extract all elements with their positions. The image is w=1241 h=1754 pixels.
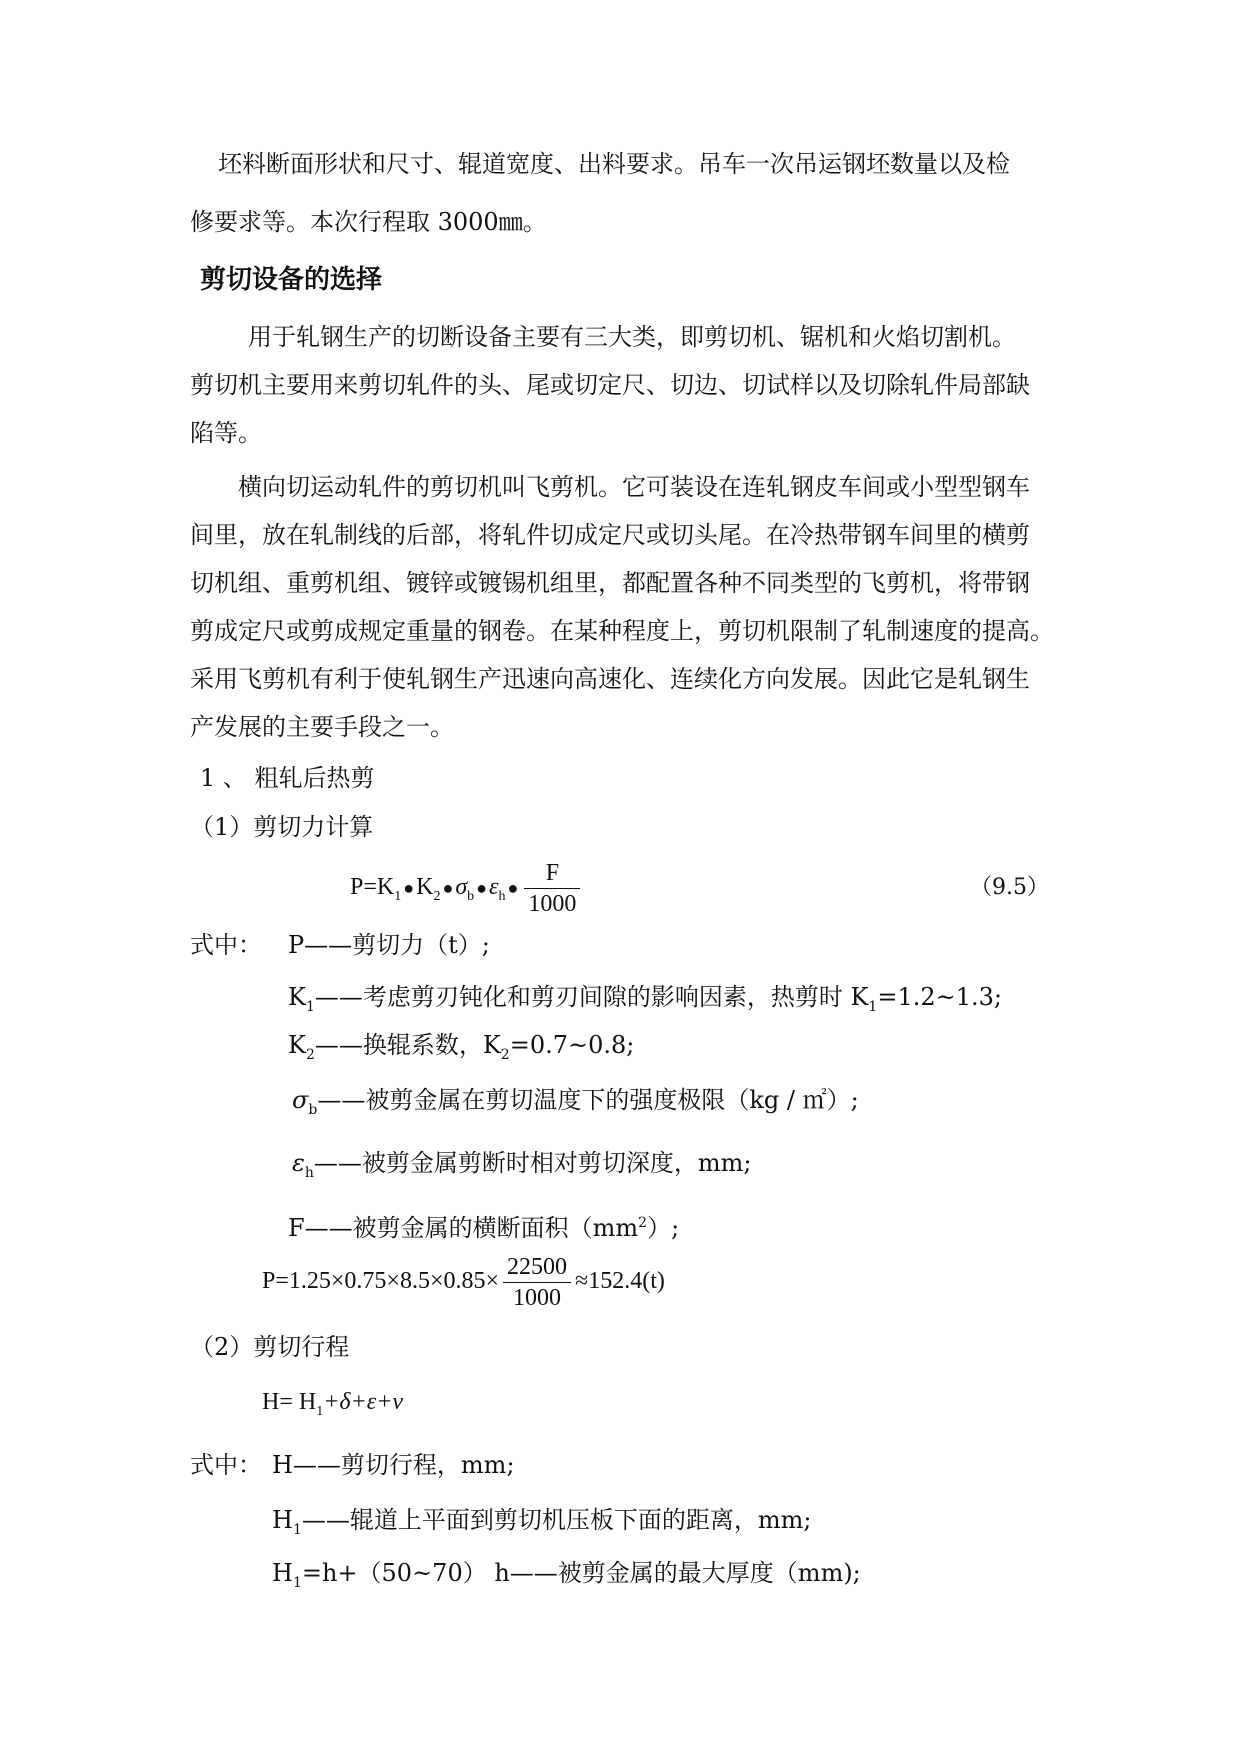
para1-line2: 修要求等。本次行程取 3000㎜。 [190, 208, 547, 236]
bullet-operator-icon: ● [403, 878, 415, 899]
def-h1b-sub: 1 [292, 1574, 302, 1591]
shear-force-calculation [262, 1252, 665, 1313]
defs2-label: 式中： [190, 1451, 262, 1479]
bullet-operator-icon: ● [476, 878, 488, 899]
def-k2-text: ——换辊系数，K [314, 1031, 501, 1059]
formula1-sigma-sub: b [467, 888, 475, 904]
item1-label: 1 、 粗轧后热剪 [200, 764, 375, 792]
formula2-fraction [503, 1252, 571, 1313]
def-k1 [288, 980, 1002, 1024]
formula2-lhs: P=1.25×0.75×8.5×0.85× [262, 1268, 500, 1295]
formula1-numerator: F [524, 858, 580, 889]
def-h1-text: ——辊道上平面到剪切机压板下面的距离，mm; [301, 1506, 812, 1534]
def-h1-sub: 1 [292, 1521, 302, 1538]
def-k2-sub2: 2 [500, 1046, 510, 1063]
def-f-text: F——被剪金属的横断面积（mm [288, 1214, 639, 1242]
section-heading: 剪切设备的选择 [200, 265, 383, 295]
def-k2 [288, 1028, 634, 1072]
formula1-k2-sub: 2 [433, 888, 441, 904]
def-h1-value [272, 1556, 861, 1600]
def-eps-text: ——被剪金属剪断时相对剪切深度，mm; [313, 1149, 752, 1177]
def-h1 [272, 1503, 811, 1547]
subsection-force: （1）剪切力计算 [190, 813, 374, 841]
formula1-eps-sub: h [498, 888, 506, 904]
shear-force-formula [350, 858, 584, 919]
def-eps-symbol: ε [292, 1149, 305, 1177]
para3-line2: 间里，放在轧制线的后部，将轧件切成定尺或切头尾。在冷热带钢车间里的横剪 [190, 521, 1030, 549]
para3-line3: 切机组、重剪机组、镀锌或镀锡机组里，都配置各种不同类型的飞剪机，将带钢 [190, 569, 1030, 597]
def-h: H——剪切行程，mm; [272, 1451, 515, 1479]
formula1-sigma: σ [455, 874, 468, 901]
def-k1-sub2: 1 [868, 998, 878, 1015]
para2-line3: 陷等。 [190, 419, 262, 447]
def-h1-symbol: H [272, 1506, 293, 1534]
def-k1-text: ——考虑剪刃钝化和剪刃间隙的影响因素，热剪时 K [314, 983, 869, 1011]
subsection-stroke: （2）剪切行程 [190, 1333, 350, 1361]
def-eps-sub: h [304, 1164, 314, 1181]
stroke-formula [262, 1385, 403, 1429]
para2-line2: 剪切机主要用来剪切轧件的头、尾或切定尺、切边、切试样以及切除轧件局部缺 [190, 371, 1030, 399]
para2-line1: 用于轧钢生产的切断设备主要有三大类，即剪切机、锯机和火焰切割机。 [248, 323, 1016, 351]
formula3-text-a: H= H [262, 1389, 317, 1415]
formula3-text-b: +δ+ε+v [323, 1389, 404, 1415]
def-sigma [292, 1083, 859, 1127]
formula1-k2: K [416, 874, 434, 901]
formula1-fraction [524, 858, 580, 919]
formula2-denominator: 1000 [513, 1285, 562, 1311]
formula3-sub: 1 [316, 1403, 324, 1419]
formula2-numerator: 22500 [503, 1252, 571, 1283]
formula2-approx: ≈ [575, 1268, 589, 1295]
def-k2-tail: =0.7~0.8; [509, 1031, 635, 1059]
def-f-tail: ）; [647, 1214, 680, 1242]
formula1-k1-sub: 1 [394, 888, 402, 904]
para3-line1: 横向切运动轧件的剪切机叫飞剪机。它可装设在连轧钢皮车间或小型型钢车 [238, 473, 1030, 501]
defs1-label: 式中： [190, 931, 262, 959]
para3-line5: 采用飞剪机有利于使轧钢生产迅速向高速化、连续化方向发展。因此它是轧钢生 [190, 665, 1030, 693]
para1-line1: 坯料断面形状和尺寸、辊道宽度、出料要求。吊车一次吊运钢坯数量以及检 [218, 150, 1010, 178]
def-sigma-text: ——被剪金属在剪切温度下的强度极限（kg / ㎡）; [317, 1086, 859, 1114]
def-h1b-symbol: H [272, 1559, 293, 1587]
equation-number: （9.5） [970, 875, 1049, 900]
formula1-denominator: 1000 [528, 891, 577, 917]
para3-line6: 产发展的主要手段之一。 [190, 713, 454, 741]
def-k1-sub: 1 [305, 998, 315, 1015]
def-k1-tail: =1.2~1.3; [877, 983, 1002, 1011]
def-p: P——剪切力（t）; [288, 931, 490, 959]
def-f [288, 1206, 679, 1245]
def-f-sup: 2 [638, 1215, 648, 1231]
formula1-lhs: P= [350, 874, 377, 901]
bullet-operator-icon: ● [507, 878, 519, 899]
formula2-result: 152.4(t) [588, 1268, 665, 1295]
formula1-eps: ε [489, 874, 499, 901]
def-k1-symbol: K [288, 983, 306, 1011]
formula1-k1: K [376, 874, 395, 901]
def-k2-symbol: K [288, 1031, 306, 1059]
def-sigma-sub: b [308, 1101, 318, 1118]
para3-line4: 剪成定尺或剪成规定重量的钢卷。在某种程度上，剪切机限制了轧制速度的提高。 [190, 617, 1054, 645]
def-eps [292, 1146, 752, 1190]
def-h1b-text: =h+（50~70） h——被剪金属的最大厚度（mm); [301, 1559, 861, 1587]
def-sigma-symbol: σ [292, 1086, 309, 1114]
bullet-operator-icon: ● [442, 878, 454, 899]
def-k2-sub: 2 [305, 1046, 315, 1063]
